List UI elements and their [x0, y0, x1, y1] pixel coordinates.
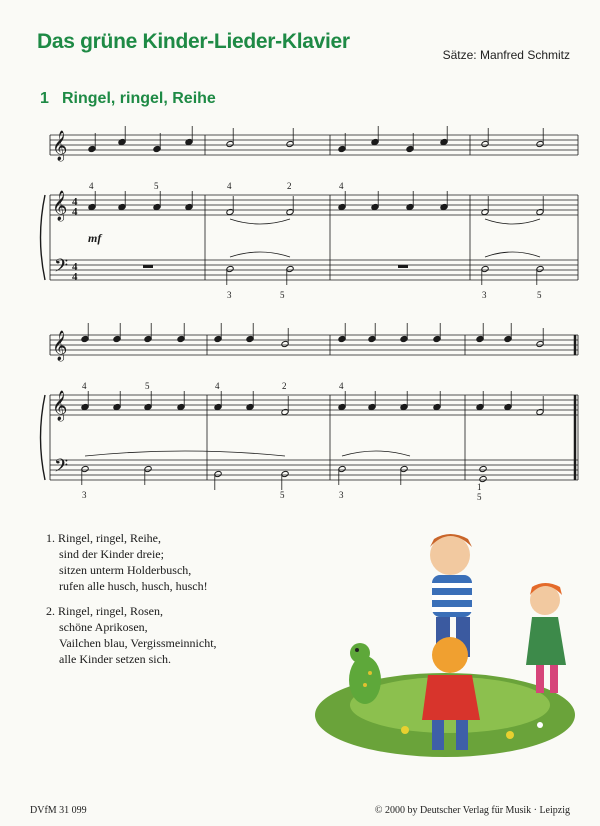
fingering-number: 4: [82, 381, 87, 391]
girl-green-dress-figure: [526, 583, 566, 693]
verse-line: 1. Ringel, ringel, Reihe,: [46, 531, 161, 545]
grand-staff-brace: [41, 395, 46, 480]
fingering-number: 4: [89, 181, 94, 191]
bass-clef-icon: 𝄢: [54, 255, 69, 280]
fingering-number: 4: [339, 181, 344, 191]
time-signature-bottom: 4: [72, 206, 78, 218]
tie: [485, 252, 540, 257]
phrase-slur: [342, 451, 410, 456]
fingering-number: 2: [282, 381, 287, 391]
copyright-notice: © 2000 by Deutscher Verlag für Musik · Leipzig: [374, 805, 570, 816]
treble-clef-icon: 𝄞: [52, 391, 68, 420]
dynamic-marking: mf: [88, 231, 102, 245]
whole-rest: [143, 265, 153, 268]
verse-line: rufen alle husch, husch, husch!: [59, 579, 208, 593]
fingering-number: 3: [227, 290, 232, 300]
grand-staff-brace: [41, 195, 46, 280]
song-number: 1: [40, 90, 49, 107]
fingering-number: 3: [482, 290, 487, 300]
verse-2: [46, 603, 217, 667]
catalog-number: DVfM 31 099: [30, 805, 87, 816]
song-title: Ringel, ringel, Reihe: [62, 90, 216, 107]
fingering-number: 3: [82, 490, 87, 500]
bass-clef-icon: 𝄢: [54, 455, 69, 480]
tie: [230, 219, 290, 224]
fingering-number: 1: [477, 482, 482, 492]
fingering-number: 4: [215, 381, 220, 391]
arranger-credit: Sätze: Manfred Schmitz: [442, 48, 570, 62]
verse-line: sind der Kinder dreie;: [59, 547, 164, 561]
tie: [230, 252, 290, 257]
verse-line: alle Kinder setzen sich.: [59, 652, 171, 666]
fingering-number: 4: [227, 181, 232, 191]
phrase-slur: [85, 451, 285, 456]
treble-clef-icon: 𝄞: [52, 191, 68, 220]
flower: [401, 726, 409, 734]
verse-line: Vailchen blau, Vergissmeinnicht,: [59, 636, 217, 650]
flower: [506, 731, 514, 739]
children-dancing-illustration: [310, 525, 580, 765]
treble-clef-icon: 𝄞: [52, 131, 68, 160]
flower: [537, 722, 543, 728]
fingering-number: 5: [280, 290, 285, 300]
treble-clef-icon: 𝄞: [52, 331, 68, 360]
verse-1: [46, 530, 208, 594]
verse-line: schöne Aprikosen,: [59, 620, 148, 634]
fingering-number: 3: [339, 490, 344, 500]
bass-whole-note: [479, 465, 487, 472]
page-title: Das grüne Kinder-Lieder-Klavier: [37, 30, 350, 53]
fingering-number: 5: [145, 381, 150, 391]
verse-line: 2. Ringel, ringel, Rosen,: [46, 604, 163, 618]
fingering-number: 5: [537, 290, 542, 300]
frog-figure: [349, 643, 381, 704]
fingering-number: 5: [154, 181, 159, 191]
time-signature-top: 4: [72, 261, 78, 273]
tie: [485, 219, 540, 224]
fingering-number: 5: [280, 490, 285, 500]
fingering-number: 4: [339, 381, 344, 391]
fingering-number: 2: [287, 181, 292, 191]
fingering-number: 5: [477, 492, 482, 502]
whole-rest: [398, 265, 408, 268]
verse-line: sitzen unterm Holderbusch,: [59, 563, 192, 577]
time-signature-top: 4: [72, 196, 78, 208]
time-signature-bottom: 4: [72, 271, 78, 283]
